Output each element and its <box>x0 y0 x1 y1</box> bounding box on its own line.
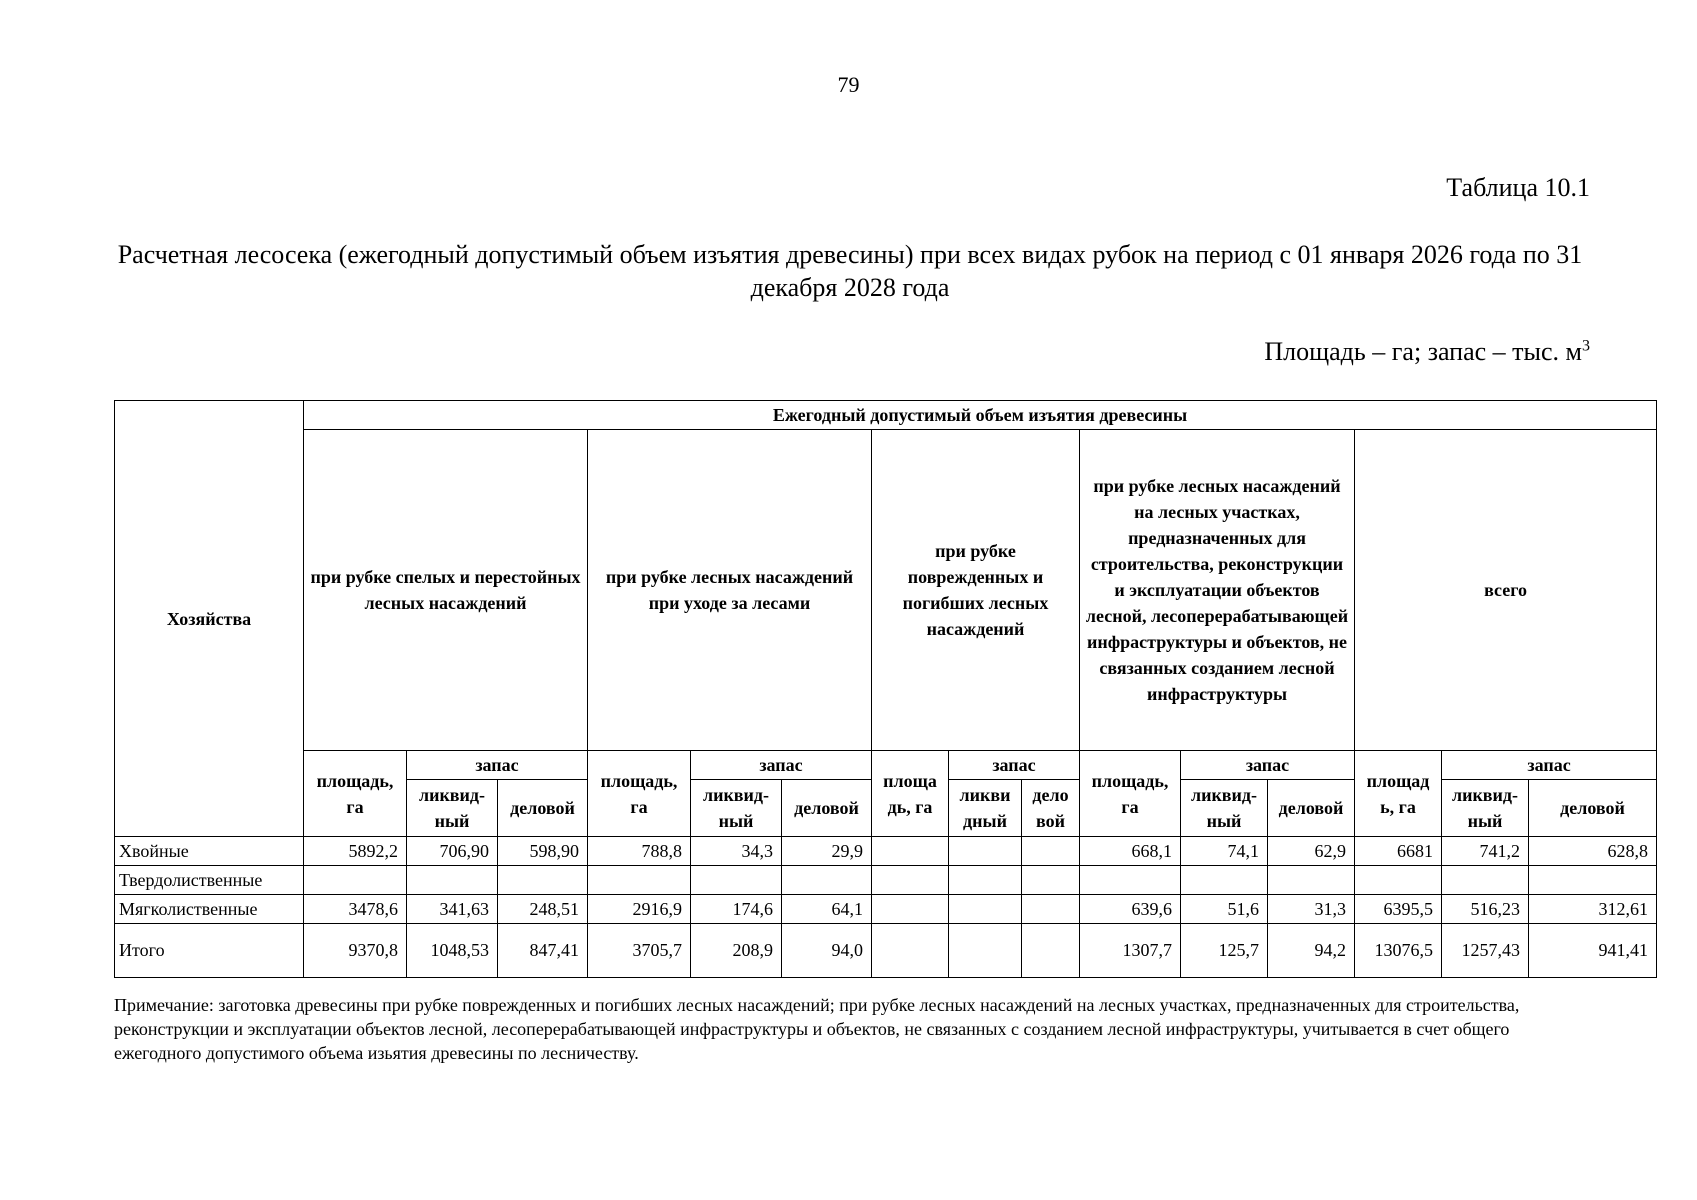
header-liquid: ликви дный <box>949 780 1022 837</box>
table-cell: 788,8 <box>588 837 691 866</box>
header-liquid: ликвид-ный <box>1442 780 1529 837</box>
table-cell: 29,9 <box>782 837 872 866</box>
row-name: Хвойные <box>115 837 304 866</box>
units-caption <box>1264 337 1590 367</box>
table-cell <box>782 866 872 895</box>
table-cell: 1048,53 <box>407 924 498 978</box>
table-row-total <box>115 924 1657 978</box>
table-cell <box>872 895 949 924</box>
units-text: Площадь – га; запас – тыс. м <box>1264 337 1582 366</box>
table-cell: 125,7 <box>1181 924 1268 978</box>
table-body <box>115 837 1657 978</box>
table-cell <box>1529 866 1657 895</box>
header-stock: запас <box>407 751 588 780</box>
header-business: дело вой <box>1022 780 1080 837</box>
table-cell: 639,6 <box>1080 895 1181 924</box>
table-cell: 94,0 <box>782 924 872 978</box>
table-cell <box>949 866 1022 895</box>
header-section-care: при рубке лесных насаждений при уходе за лесами <box>588 430 872 751</box>
table-cell: 174,6 <box>691 895 782 924</box>
table-cell: 6395,5 <box>1355 895 1442 924</box>
table-cell: 1307,7 <box>1080 924 1181 978</box>
table-cell <box>872 837 949 866</box>
header-business: деловой <box>1268 780 1355 837</box>
header-area: площадь, га <box>1080 751 1181 837</box>
header-section-mature: при рубке спелых и перестойных лесных насаждений <box>304 430 588 751</box>
table-cell <box>872 924 949 978</box>
table-cell: 62,9 <box>1268 837 1355 866</box>
table-cell <box>1355 866 1442 895</box>
header-group: Ежегодный допустимый объем изъятия древесины <box>304 401 1657 430</box>
row-name: Мягколиственные <box>115 895 304 924</box>
table-cell <box>304 866 407 895</box>
header-stock: запас <box>1442 751 1657 780</box>
table-cell <box>1181 866 1268 895</box>
table-cell: 5892,2 <box>304 837 407 866</box>
table-cell: 74,1 <box>1181 837 1268 866</box>
row-name: Итого <box>115 924 304 978</box>
table-cell: 64,1 <box>782 895 872 924</box>
table-cell: 847,41 <box>498 924 588 978</box>
document-title: Расчетная лесосека (ежегодный допустимый объем изъятия древесины) при всех видах рубок на период с 01 января 2026 года по 31 декабря 2028 года <box>117 240 1583 302</box>
table-cell: 6681 <box>1355 837 1442 866</box>
table-cell <box>1022 895 1080 924</box>
table-cell: 9370,8 <box>304 924 407 978</box>
table-cell: 941,41 <box>1529 924 1657 978</box>
header-business: деловой <box>1529 780 1657 837</box>
row-name: Твердолиственные <box>115 866 304 895</box>
header-liquid: ликвид-ный <box>1181 780 1268 837</box>
header-area: площа дь, га <box>872 751 949 837</box>
header-stock: запас <box>949 751 1080 780</box>
table-cell <box>498 866 588 895</box>
table-cell <box>1268 866 1355 895</box>
table-cell <box>588 866 691 895</box>
header-liquid: ликвид-ный <box>691 780 782 837</box>
table-cell: 598,90 <box>498 837 588 866</box>
table-cell <box>407 866 498 895</box>
table-cell <box>872 866 949 895</box>
table-cell: 34,3 <box>691 837 782 866</box>
table-cell <box>1022 837 1080 866</box>
table-cell: 248,51 <box>498 895 588 924</box>
page-number: 79 <box>837 72 860 97</box>
table-cell: 208,9 <box>691 924 782 978</box>
table-cell <box>1022 866 1080 895</box>
table-cell: 3478,6 <box>304 895 407 924</box>
header-section-damaged: при рубке поврежденных и погибших лесных насаждений <box>872 430 1080 751</box>
table-cell: 51,6 <box>1181 895 1268 924</box>
table-cell <box>691 866 782 895</box>
table-row <box>115 837 1657 866</box>
table-cell: 741,2 <box>1442 837 1529 866</box>
header-section-total: всего <box>1355 430 1657 751</box>
table-cell <box>949 837 1022 866</box>
table-cell <box>1442 866 1529 895</box>
header-business: деловой <box>498 780 588 837</box>
table-cell <box>1080 866 1181 895</box>
units-superscript: 3 <box>1582 337 1590 355</box>
header-area: площад ь, га <box>1355 751 1442 837</box>
table-row <box>115 866 1657 895</box>
table-cell: 312,61 <box>1529 895 1657 924</box>
header-stock: запас <box>1181 751 1355 780</box>
table-cell: 31,3 <box>1268 895 1355 924</box>
table-cell: 668,1 <box>1080 837 1181 866</box>
header-liquid: ликвид-ный <box>407 780 498 837</box>
table-label: Таблица 10.1 <box>1446 173 1590 202</box>
table-cell <box>949 895 1022 924</box>
table-cell: 706,90 <box>407 837 498 866</box>
timber-harvest-table <box>114 400 1657 978</box>
table-cell: 1257,43 <box>1442 924 1529 978</box>
table-cell <box>949 924 1022 978</box>
table-row <box>115 895 1657 924</box>
table-cell: 341,63 <box>407 895 498 924</box>
table-cell: 628,8 <box>1529 837 1657 866</box>
header-stock: запас <box>691 751 872 780</box>
header-area: площадь, га <box>588 751 691 837</box>
table-cell: 94,2 <box>1268 924 1355 978</box>
table-cell: 2916,9 <box>588 895 691 924</box>
footnote: Примечание: заготовка древесины при рубке поврежденных и погибших лесных насаждений; при рубке лесных насаждений на лесных участках, предназначенных для строительства, реконструкции и эксплуатации объектов лесной, лесоперерабатывающей инфраструктуры и объектов, не связанных с созданием лесной инфраструктуры, учитывается в счет общего ежегодного допустимого объема изьятия древесины по лесничеству. <box>114 995 1520 1063</box>
table-cell: 3705,7 <box>588 924 691 978</box>
header-business: деловой <box>782 780 872 837</box>
table-cell: 516,23 <box>1442 895 1529 924</box>
header-section-construction: при рубке лесных насаждений на лесных участках, предназначенных для строительства, реконструкции и эксплуатации объектов лесной, лесоперерабатывающей инфраструктуры и объектов, не связанных созданием лесной инфраструктуры <box>1080 430 1355 751</box>
header-farm: Хозяйства <box>115 401 304 837</box>
table-cell: 13076,5 <box>1355 924 1442 978</box>
header-area: площадь, га <box>304 751 407 837</box>
table-cell <box>1022 924 1080 978</box>
